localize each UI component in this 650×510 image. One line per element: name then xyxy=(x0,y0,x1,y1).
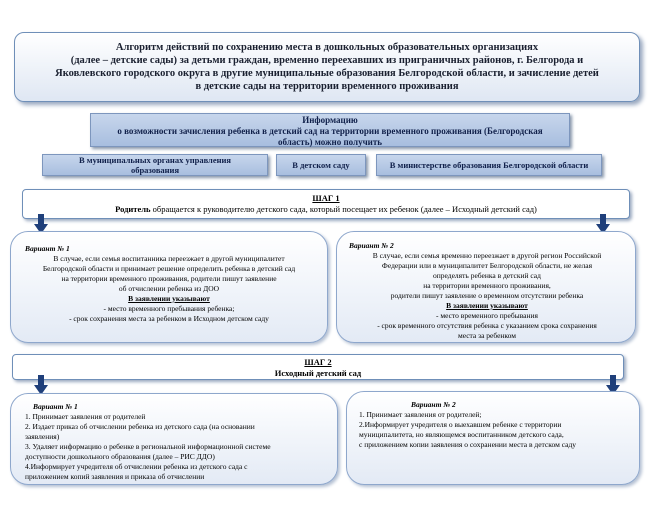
step2-variant1-line-3: заявления) xyxy=(25,432,60,441)
title-line-4: в детские сады на территории временного проживания xyxy=(195,81,459,92)
step1-title: ШАГ 1 xyxy=(312,193,340,203)
step1-variant2-line-1: В случае, если семья временно переезжает в другой регион Российской xyxy=(372,251,602,260)
info-line-3: область) можно получить xyxy=(277,137,383,147)
step2-variant1-line-7: приложением копий заявления и приказа об отчислении xyxy=(25,472,205,481)
step1-variant2-line-5: родители пишут заявление о временном отсутствии ребенка xyxy=(390,291,584,300)
info-box xyxy=(90,113,570,147)
step1-variant2-item-1: - место временного пребывания xyxy=(436,311,538,320)
step2-variant2-line-3: муниципалитета, но являющемся воспитанником детского сада, xyxy=(359,430,564,439)
step2-variant2-line-1: 1. Принимает заявления от родителей; xyxy=(359,410,482,419)
title-line-2: (далее – детские сады) за детьми граждан, временно переехавших из приграничных районов, г. Белгорода и xyxy=(70,55,584,66)
title-line-3: Яковлевского городского округа в другие муниципальные образования Белгородской области, и зачисление детей xyxy=(55,68,599,79)
info-line-1: Информацию xyxy=(302,115,358,125)
step1-variant2-line-4: на территории временного проживания, xyxy=(423,281,551,290)
title-line-1: Алгоритм действий по сохранению места в дошкольных образовательных организациях xyxy=(115,42,539,53)
step2-variant2-line-2: 2.Информирует учредителя о выехавшем ребенке с территории xyxy=(359,420,562,429)
step2-variant1-box xyxy=(10,393,338,485)
step1-box xyxy=(22,189,630,219)
step1-variant1-line-4: об отчислении ребенка из ДОО xyxy=(118,284,220,293)
step1-variant2-line-2: Федерации или в муниципалитет Белгородской области, не желая xyxy=(381,261,593,270)
step1-variant1-line-2: Белгородской области и принимает решение определить ребенка в детский сад xyxy=(42,264,296,273)
step1-variant1-specify-label: В заявлении указывают xyxy=(128,294,210,303)
source-kindergarten-label: В детском саду xyxy=(292,160,350,170)
step2-subtitle: Исходный детский сад xyxy=(274,368,362,378)
source-ministry-box xyxy=(376,154,602,176)
step2-variant1-line-1: 1. Принимает заявления от родителей xyxy=(25,412,146,421)
step1-variant1-item-2: - срок сохранения места за ребенком в Исходном детском саду xyxy=(69,314,269,323)
step2-variant1-line-2: 2. Издает приказ об отчислении ребенка из детского сада (на основании xyxy=(25,422,255,431)
step1-variant1-title: Вариант № 1 xyxy=(25,244,70,253)
step2-box xyxy=(12,354,624,380)
step1-description: обращается к руководителю детского сада, который посещает их ребенок (далее – Исходный детский сад) xyxy=(150,204,537,214)
algorithm-title-box xyxy=(14,32,640,102)
step1-variant1-item-1: - место временного пребывания ребенка; xyxy=(103,304,235,313)
source-municipal-box xyxy=(42,154,268,176)
step1-variant2-line-3: определять ребенка в детский сад xyxy=(433,271,541,280)
step2-variant2-line-4: с приложением копии заявления о сохранении места в детском саду xyxy=(359,440,577,449)
step1-actor: Родитель xyxy=(115,204,151,214)
step1-variant1-box xyxy=(10,231,328,343)
source-kindergarten-box xyxy=(276,154,366,176)
step2-variant1-line-5: доступности дошкольного образования (далее – РИС ДДО) xyxy=(25,452,215,461)
step1-variant2-item-2: - срок временного отсутствия ребенка с указанием срока сохранения xyxy=(377,321,597,330)
step1-variant2-item-3: места за ребенком xyxy=(457,331,517,340)
step2-variant1-title: Вариант № 1 xyxy=(33,402,78,411)
step1-variant2-specify-label: В заявлении указывают xyxy=(446,301,528,310)
step2-variant2-box xyxy=(346,391,640,485)
arrow-down-icon xyxy=(34,375,48,395)
step1-variant1-line-1: В случае, если семья воспитанника переезжает в другой муниципалитет xyxy=(53,254,285,263)
step2-title: ШАГ 2 xyxy=(304,357,332,367)
source-ministry-label: В министерстве образования Белгородской области xyxy=(389,160,589,170)
step2-variant1-line-4: 3. Удаляет информацию о ребенке в региональной информационной системе xyxy=(25,442,271,451)
step1-variant2-box xyxy=(336,231,636,343)
source-municipal-label: В муниципальных органах управления образования xyxy=(79,155,231,175)
step1-variant2-title: Вариант № 2 xyxy=(349,241,394,250)
info-line-2: о возможности зачисления ребенка в детский сад на территории временного проживания (Белгородская xyxy=(117,126,543,136)
step2-variant2-title: Вариант № 2 xyxy=(411,400,456,409)
step1-variant1-line-3: на территории временного проживания, родители пишут заявление xyxy=(61,274,277,283)
step1-text xyxy=(23,204,629,215)
step2-variant1-line-6: 4.Информирует учредителя об отчислении ребенка из детского сада с xyxy=(25,462,248,471)
